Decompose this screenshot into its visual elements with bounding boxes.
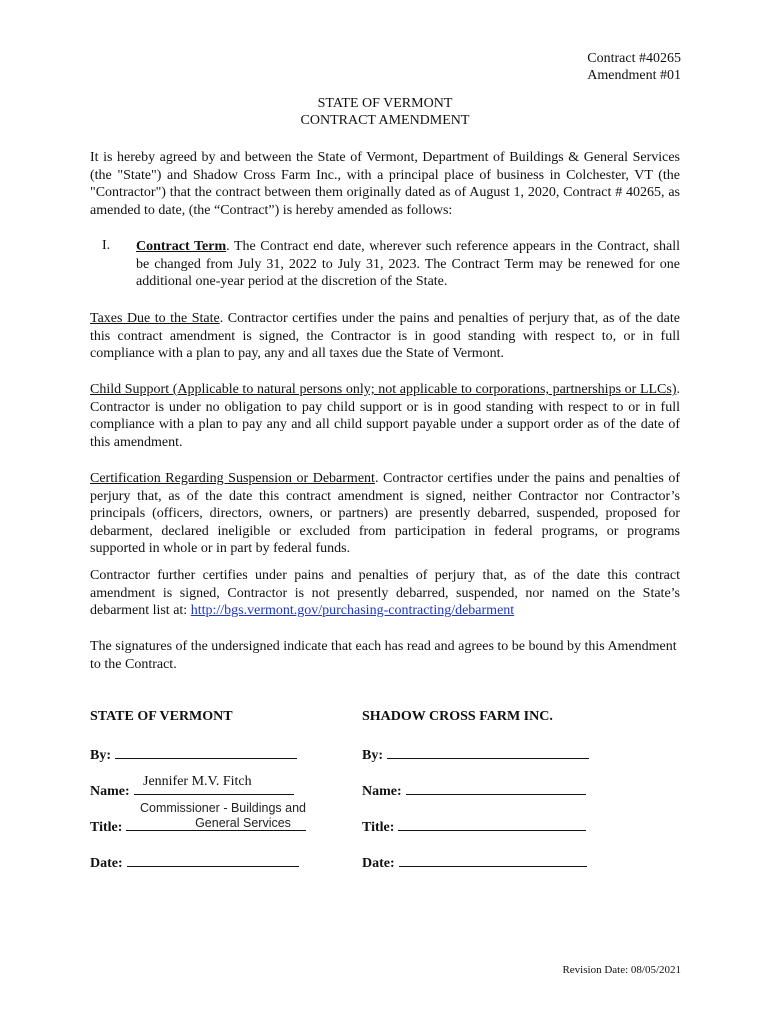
child-support-text: . Contractor is under no obligation to pay child support or is in good standing with respect to or in full compliance with a plan to pay any and all child support payable under a support order as of the date of this amendment. — [90, 382, 680, 450]
document-title-line1: STATE OF VERMONT — [317, 96, 453, 111]
state-date-row — [90, 852, 299, 872]
document-title-line2: CONTRACT AMENDMENT — [300, 113, 470, 128]
state-title-value — [130, 801, 316, 831]
debarment-heading: Certification Regarding Suspension or Debarment — [90, 471, 375, 486]
contract-term-text: . The Contract end date, wherever such reference appears in the Contract, shall be changed from July 31, 2022 to July 31, 2023. The Contract Term may be renewed for one additional one-year period at the discretion of the State. — [136, 239, 680, 289]
contractor-title-row — [362, 816, 586, 836]
child-support-heading: Child Support (Applicable to natural persons only; not applicable to corporations, partnerships or LLCs) — [90, 382, 677, 397]
state-date-line[interactable] — [127, 852, 299, 867]
state-name-label: Name: — [90, 784, 130, 799]
contractor-title-line[interactable] — [398, 816, 586, 831]
item-numeral: I. — [102, 238, 111, 253]
signatures-note: The signatures of the undersigned indicate that each has read and agrees to be bound by this Amendment to the Contract. — [90, 639, 677, 672]
debarment-list-link[interactable]: http://bgs.vermont.gov/purchasing-contracting/debarment — [190, 603, 515, 618]
state-by-signature-line[interactable] — [115, 744, 297, 759]
state-title-value-line1: Commissioner - Buildings and — [139, 801, 307, 815]
state-party-heading: STATE OF VERMONT — [90, 709, 233, 724]
state-date-label: Date: — [90, 856, 123, 871]
contractor-date-row — [362, 852, 587, 872]
taxes-paragraph — [90, 310, 680, 363]
contract-number: Contract #40265 — [587, 51, 681, 66]
contractor-name-row — [362, 780, 586, 800]
debarment-text: . Contractor certifies under the pains and penalties of perjury that, as of the date this contract amendment is signed, neither Contractor nor Contractor’s principals (officers, directors, owners, or partners) are presently debarred, suspended, proposed for debarment, declared ineligible or excluded from participation in federal programs, or programs supported in whole or in part by federal funds. — [90, 471, 680, 556]
amendment-number: Amendment #01 — [587, 68, 681, 83]
contractor-by-signature-line[interactable] — [387, 744, 589, 759]
contract-term-paragraph — [136, 238, 680, 291]
state-title-value-line2: General Services — [195, 816, 291, 830]
further-certification-paragraph — [90, 567, 680, 620]
contractor-title-label: Title: — [362, 820, 395, 835]
state-title-label: Title: — [90, 820, 123, 835]
contractor-party-heading: SHADOW CROSS FARM INC. — [362, 709, 553, 724]
revision-date: Revision Date: 08/05/2021 — [562, 964, 681, 976]
contractor-date-line[interactable] — [399, 852, 587, 867]
contract-term-heading: Contract Term — [136, 239, 227, 254]
contractor-name-label: Name: — [362, 784, 402, 799]
intro-paragraph: It is hereby agreed by and between the State of Vermont, Department of Buildings & General Services (the "State") and Shadow Cross Farm Inc., with a principal place of business in Colchester, VT (the "Contractor") that the contract between them originally dated as of August 1, 2020, Contract # 40265, as amended to date, (the “Contract”) is hereby amended as follows: — [90, 150, 680, 218]
child-support-paragraph — [90, 381, 680, 451]
debarment-paragraph — [90, 470, 680, 558]
contractor-date-label: Date: — [362, 856, 395, 871]
further-certification-text: Contractor further certifies under pains and penalties of perjury that, as of the date this contract amendment is signed, Contractor is not presently debarred, suspended, nor named on the State’s debarment list at: — [90, 568, 680, 618]
state-name-value: Jennifer M.V. Fitch — [143, 774, 252, 789]
contractor-name-line[interactable] — [406, 780, 586, 795]
contractor-by-label: By: — [362, 748, 383, 763]
state-by-label: By: — [90, 748, 111, 763]
taxes-text: . Contractor certifies under the pains and penalties of perjury that, as of the date this contract amendment is signed, the Contractor is in good standing with respect to, or in full compliance with a plan to pay, any and all taxes due the State of Vermont. — [90, 311, 680, 361]
taxes-heading: Taxes Due to the State — [90, 311, 220, 326]
state-by-row — [90, 744, 297, 764]
contractor-by-row — [362, 744, 589, 764]
